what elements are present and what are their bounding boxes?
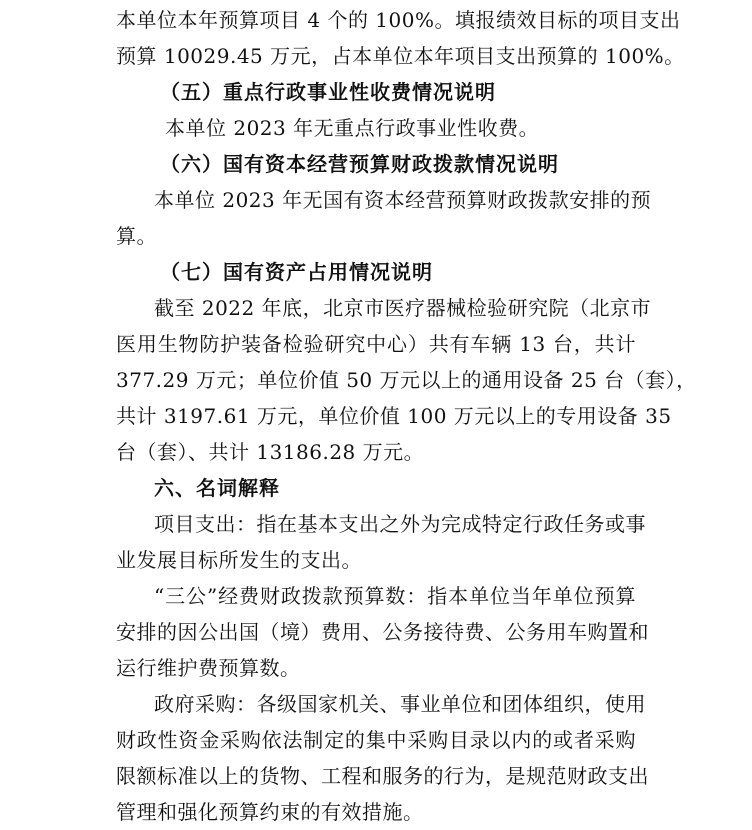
text-line: 业发展目标所发生的支出。	[116, 548, 362, 572]
section-heading-5: （五）重点行政事业性收费情况说明	[160, 80, 496, 104]
text-line: 共计 3197.61 万元，单位价值 100 万元以上的专用设备 35	[116, 404, 672, 428]
text-line: 算。	[116, 224, 157, 248]
text-line: 政府采购：各级国家机关、事业单位和团体组织，使用	[154, 692, 646, 716]
text-line: 截至 2022 年底，北京市医疗器械检验研究院（北京市	[154, 296, 652, 320]
text-line: 医用生物防护装备检验研究中心）共有车辆 13 台，共计	[116, 332, 636, 356]
text-line: 财政性资金采购依法制定的集中采购目录以内的或者采购	[116, 728, 636, 752]
text-line: 377.29 万元；单位价值 50 万元以上的通用设备 25 台（套），	[116, 368, 697, 392]
section-heading-7: （七）国有资产占用情况说明	[160, 260, 433, 284]
section-heading-6: （六）国有资本经营预算财政拨款情况说明	[160, 152, 559, 176]
text-line: 预算 10029.45 万元，占本单位本年项目支出预算的 100%。	[116, 44, 685, 68]
text-line: 本单位 2023 年无重点行政事业性收费。	[165, 116, 540, 140]
text-line: 本单位 2023 年无国有资本经营预算财政拨款安排的预	[154, 188, 652, 212]
text-line: 限额标准以上的货物、工程和服务的行为，是规范财政支出	[116, 764, 649, 788]
text-line: 项目支出：指在基本支出之外为完成特定行政任务或事	[154, 512, 646, 536]
text-line: 台（套）、共计 13186.28 万元。	[116, 440, 425, 464]
text-line: 管理和强化预算约束的有效措施。	[116, 800, 424, 824]
section-heading-glossary: 六、名词解释	[154, 476, 280, 500]
text-line: 运行维护费预算数。	[116, 656, 301, 680]
text-line: 安排的因公出国（境）费用、公务接待费、公务用车购置和	[116, 620, 649, 644]
text-line: “三公”经费财政拨款预算数：指本单位当年单位预算	[154, 584, 636, 608]
text-line: 本单位本年预算项目 4 个的 100%。填报绩效目标的项目支出	[116, 8, 681, 32]
